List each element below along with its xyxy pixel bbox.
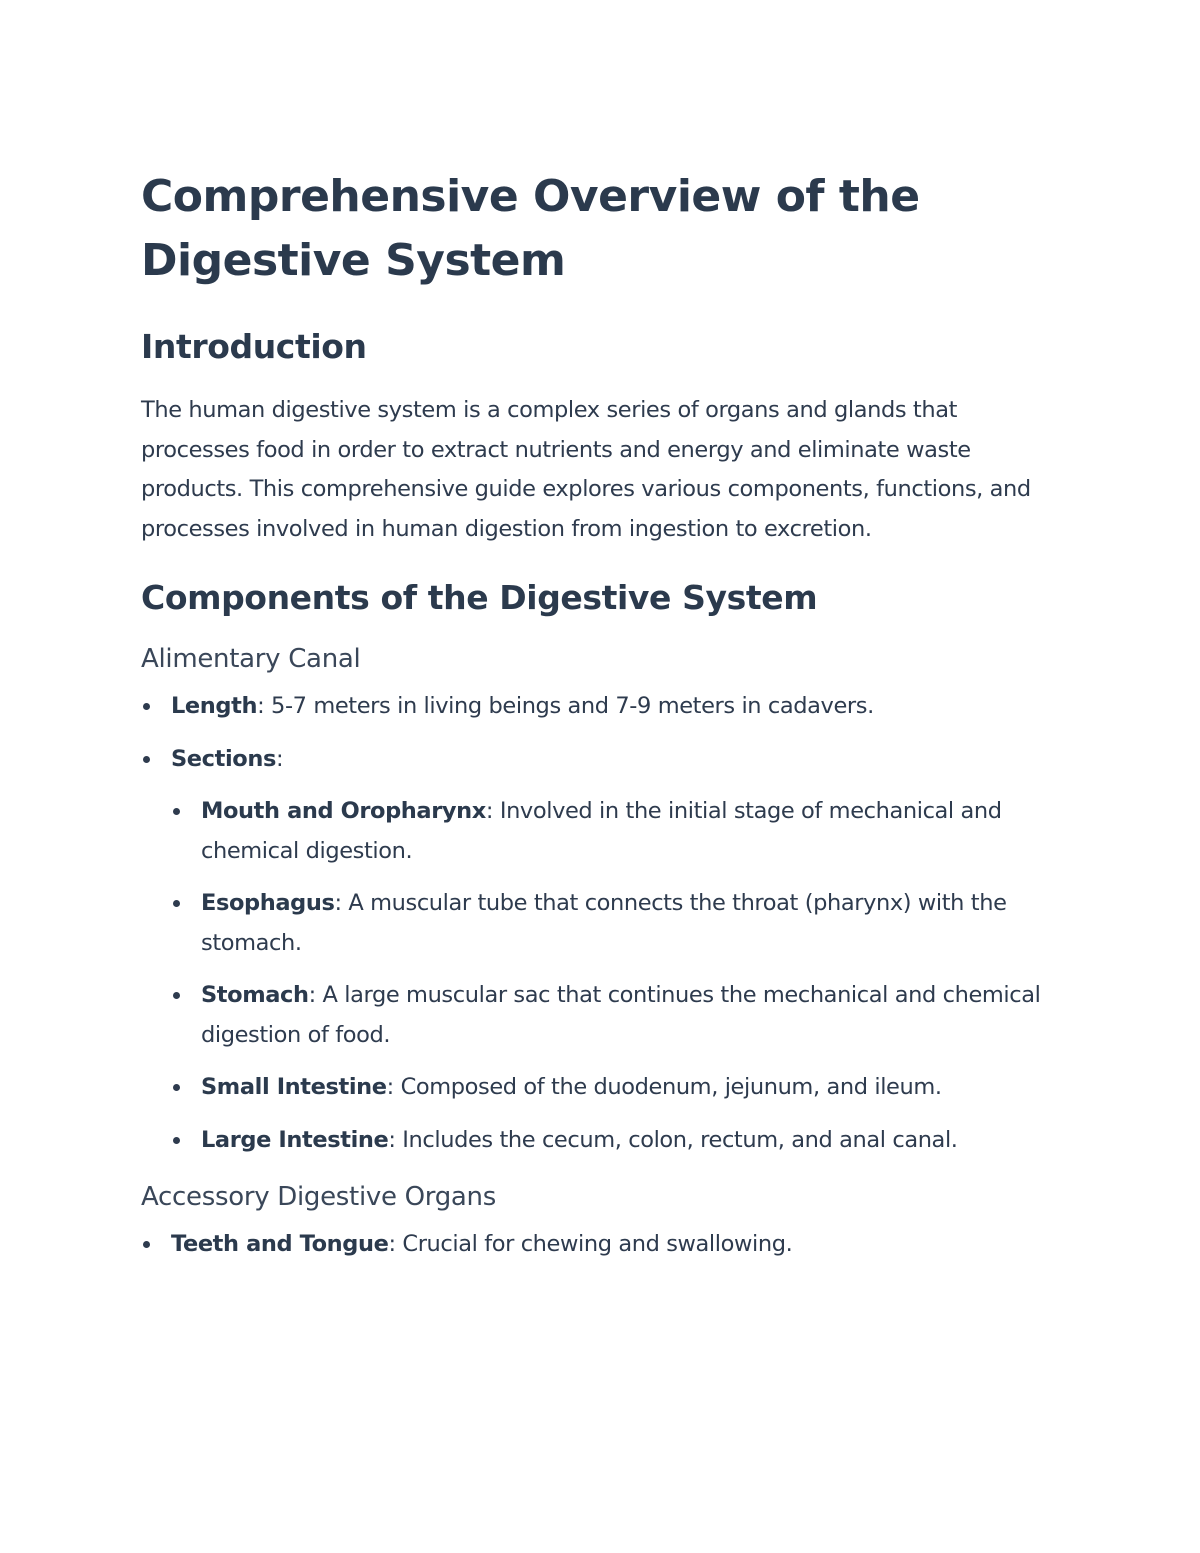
sublist-item-text: : A large muscular sac that continues the mechanical and chemical digestion of food. <box>201 982 1041 1048</box>
bullet-icon <box>173 1084 180 1091</box>
sublist-item <box>171 884 1061 963</box>
introduction-paragraph: The human digestive system is a complex series of organs and glands that processes food in order to extract nutrients and energy and eliminate waste products. This comprehensive guide explores various components, functions, and processes involved in human digestion from ingestion to excretion. <box>141 397 1031 542</box>
bullet-icon <box>173 1137 180 1144</box>
sublist-item <box>171 976 1061 1055</box>
sublist-item-label: Mouth and Oropharynx <box>201 798 486 824</box>
sublist-item-label: Stomach <box>201 982 309 1008</box>
document-page <box>141 165 1061 1265</box>
list-item-label: Teeth and Tongue <box>171 1231 389 1257</box>
alimentary-canal-heading: Alimentary Canal <box>141 644 361 674</box>
sublist-item-text: : Includes the cecum, colon, rectum, and anal canal. <box>388 1126 958 1153</box>
list-item-label: Length <box>171 693 258 719</box>
bullet-icon <box>143 1241 150 1248</box>
sublist-item-text: : A muscular tube that connects the throat (pharynx) with the stomach. <box>201 890 1007 956</box>
bullet-icon <box>173 808 180 815</box>
sublist-item-text: : Composed of the duodenum, jejunum, and ileum. <box>386 1074 942 1100</box>
bullet-icon <box>143 703 150 710</box>
sublist-item <box>171 792 1061 871</box>
bullet-icon <box>143 756 150 763</box>
accessory-organs-list <box>141 1225 1061 1265</box>
sublist-item-label: Small Intestine <box>201 1074 387 1100</box>
list-item-sections <box>141 740 1061 1161</box>
sublist-item-label: Esophagus <box>201 890 335 916</box>
sublist-item <box>171 1068 1061 1108</box>
list-item-text: : Crucial for chewing and swallowing. <box>388 1231 793 1257</box>
list-item-text: : 5-7 meters in living beings and 7-9 meters in cadavers. <box>257 693 874 719</box>
bullet-icon <box>173 992 180 999</box>
sublist-item <box>171 1121 1061 1161</box>
bullet-icon <box>173 900 180 907</box>
list-item-teeth-tongue <box>141 1225 1061 1265</box>
components-heading: Components of the Digestive System <box>141 578 818 617</box>
document-title: Comprehensive Overview of the Digestive System <box>141 171 920 286</box>
list-item-text: : <box>275 745 284 772</box>
sections-sublist <box>171 792 1061 1160</box>
accessory-organs-heading: Accessory Digestive Organs <box>141 1182 496 1212</box>
introduction-heading: Introduction <box>141 327 367 366</box>
list-item-length <box>141 687 1061 727</box>
alimentary-canal-list <box>141 687 1061 1160</box>
sublist-item-text: : Involved in the initial stage of mechanical and chemical digestion. <box>201 798 1002 864</box>
list-item-label: Sections <box>171 745 276 772</box>
sublist-item-label: Large Intestine <box>201 1126 389 1153</box>
